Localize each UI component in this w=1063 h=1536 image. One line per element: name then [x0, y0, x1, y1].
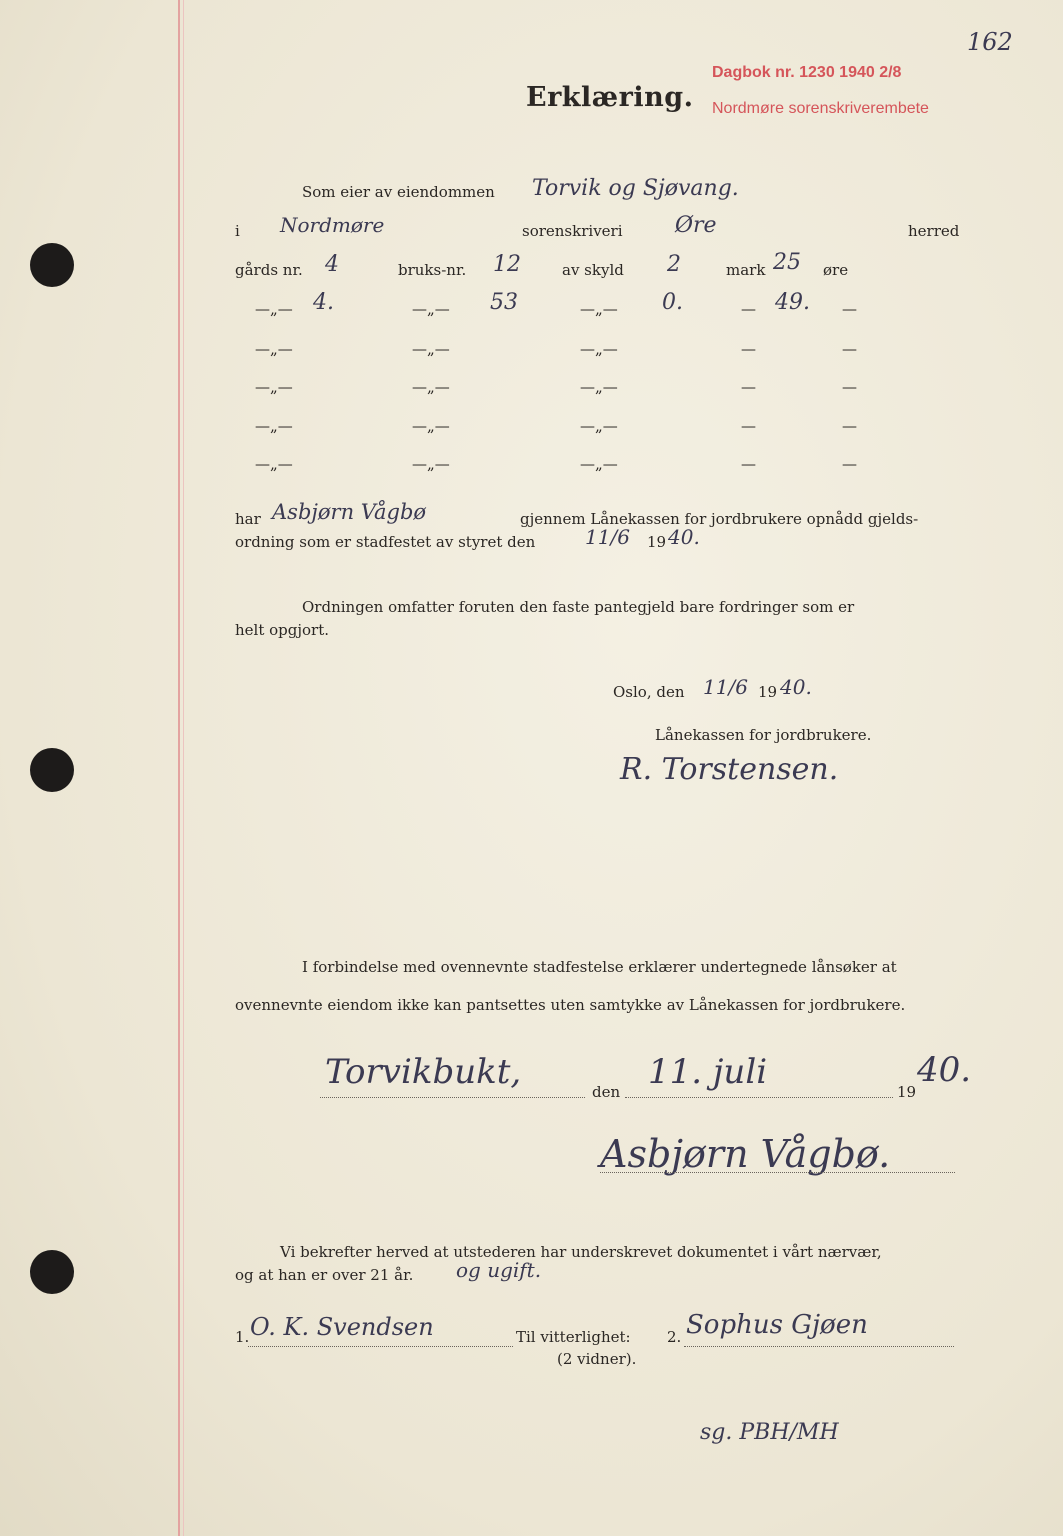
ditto-mark: —„— — [255, 378, 293, 396]
debtor-text-line2: ordning som er stadfestet av styret den — [235, 533, 536, 551]
institution-signature: R. Torstensen. — [620, 752, 839, 787]
ore-label: øre — [823, 261, 849, 279]
margin-line — [178, 0, 180, 1536]
ditto-mark: —„— — [255, 340, 293, 358]
oslo-date: 11/6 — [703, 675, 748, 699]
witness1-signature: O. K. Svendsen — [250, 1313, 434, 1341]
signing-date: 11. juli — [648, 1052, 768, 1092]
witness1-number: 1. — [235, 1328, 250, 1346]
ditto-mark: — — [741, 378, 756, 396]
punch-hole-icon — [30, 243, 74, 287]
gaards-value-2: 4. — [313, 290, 334, 315]
page-number: 162 — [967, 28, 1013, 56]
registry-stamp-line2: Nordmøre sorenskriverembete — [712, 100, 929, 117]
ditto-mark: —„— — [580, 417, 618, 435]
mark-label: mark — [726, 261, 766, 279]
ditto-mark: — — [842, 417, 857, 435]
punch-hole-icon — [30, 1250, 74, 1294]
stadfestet-year-suffix: 40. — [668, 525, 700, 549]
ditto-mark: —„— — [580, 300, 618, 318]
witness-line2-hand: og ugift. — [456, 1258, 542, 1282]
signing-year-prefix: 19 — [897, 1083, 917, 1101]
bruks-value-2: 53 — [490, 290, 518, 315]
mark-value-1: 25 — [773, 250, 801, 275]
owner-label: Som eier av eiendommen — [302, 183, 495, 201]
ditto-mark: —„— — [412, 417, 450, 435]
oslo-year-suffix: 40. — [780, 675, 812, 699]
stadfestet-date: 11/6 — [585, 525, 630, 549]
mark-value-2: 49. — [775, 290, 810, 315]
signing-year-suffix: 40. — [917, 1050, 972, 1090]
margin-line-secondary — [183, 0, 184, 1536]
witness-line1: Vi bekrefter herved at utstederen har underskrevet dokumentet i vårt nærvær, — [280, 1243, 882, 1261]
gaards-label: gårds nr. — [235, 261, 303, 279]
bruks-value-1: 12 — [493, 252, 521, 277]
bruks-label: bruks-nr. — [398, 261, 467, 279]
date-line — [625, 1097, 893, 1098]
skyld-value-1: 2 — [667, 252, 681, 277]
oslo-year-prefix: 19 — [758, 683, 778, 701]
ditto-mark: —„— — [412, 340, 450, 358]
debtor-name: Asbjørn Vågbø — [272, 500, 427, 524]
property-name: Torvik og Sjøvang. — [532, 176, 739, 201]
ditto-mark: — — [741, 340, 756, 358]
ditto-mark: —„— — [412, 300, 450, 318]
witness2-line — [684, 1346, 954, 1347]
ditto-mark: —„— — [255, 300, 293, 318]
declaration-line1: I forbindelse med ovennevnte stadfestelse erklærer undertegnede lånsøker at — [302, 958, 897, 976]
ditto-mark: — — [741, 417, 756, 435]
institution-name: Lånekassen for jordbrukere. — [655, 726, 872, 744]
ditto-mark: —„— — [255, 455, 293, 473]
registry-initials: sg. PBH/MH — [700, 1420, 839, 1445]
ditto-mark: —„— — [412, 455, 450, 473]
witness-sublabel: (2 vidner). — [557, 1350, 637, 1368]
ditto-mark: —„— — [580, 340, 618, 358]
page-title: Erklæring. — [526, 82, 694, 113]
signature-line — [600, 1172, 955, 1173]
ditto-mark: —„— — [255, 417, 293, 435]
ditto-mark: — — [741, 455, 756, 473]
gaards-value-1: 4 — [325, 252, 339, 277]
signing-place: Torvikbukt, — [325, 1052, 522, 1092]
witness2-signature: Sophus Gjøen — [686, 1310, 868, 1340]
witness-line2: og at han er over 21 år. — [235, 1266, 414, 1284]
punch-hole-icon — [30, 748, 74, 792]
sorenskriveri-label: sorenskriveri — [522, 222, 623, 240]
ditto-mark: — — [842, 378, 857, 396]
witness2-number: 2. — [667, 1328, 682, 1346]
skyld-label: av skyld — [562, 261, 624, 279]
ditto-mark: —„— — [580, 455, 618, 473]
declaration-line2: ovennevnte eiendom ikke kan pantsettes uten samtykke av Lånekassen for jordbrukere. — [235, 996, 906, 1014]
skyld-value-2: 0. — [662, 290, 683, 315]
ditto-mark: — — [842, 340, 857, 358]
herred-value: Øre — [675, 213, 717, 238]
witness-label: Til vitterlighet: — [516, 1328, 631, 1346]
scope-line2: helt opgjort. — [235, 621, 330, 639]
district-name: Nordmøre — [280, 213, 385, 237]
herred-label: herred — [908, 222, 960, 240]
debtor-text-line1: gjennem Lånekassen for jordbrukere opnådd gjelds- — [520, 510, 919, 528]
ditto-mark: —„— — [580, 378, 618, 396]
scope-line1: Ordningen omfatter foruten den faste pantegjeld bare fordringer som er — [302, 598, 855, 616]
ditto-mark: — — [741, 300, 756, 318]
har-label: har — [235, 510, 261, 528]
registry-stamp-line1: Dagbok nr. 1230 1940 2/8 — [712, 64, 902, 81]
witness1-line — [248, 1346, 513, 1347]
applicant-signature: Asbjørn Vågbø. — [600, 1132, 891, 1176]
den-label: den — [592, 1083, 621, 1101]
place-line — [320, 1097, 585, 1098]
ditto-mark: —„— — [412, 378, 450, 396]
i-label: i — [235, 222, 240, 240]
ditto-mark: — — [842, 300, 857, 318]
ditto-mark: — — [842, 455, 857, 473]
stadfestet-year-prefix: 19 — [647, 533, 667, 551]
oslo-date-prefix: Oslo, den — [613, 683, 685, 701]
